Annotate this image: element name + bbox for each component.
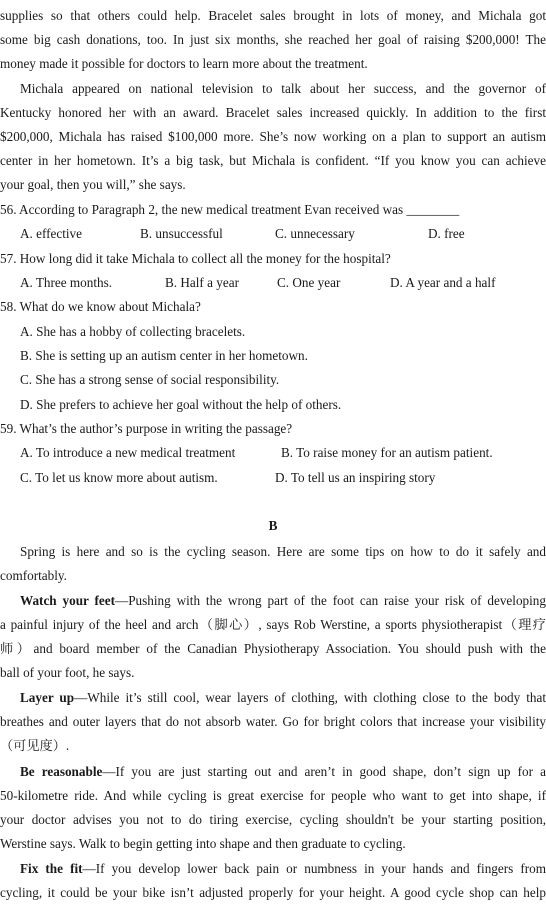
tip-2-line1 — [20, 686, 546, 710]
question-57-option-d: D. A year and a half — [390, 275, 496, 290]
question-57-option-c: C. One year — [277, 275, 341, 290]
question-59-option-a: A. To introduce a new medical treatment — [20, 445, 236, 460]
question-57-option-b: B. Half a year — [165, 275, 239, 290]
question-57-stem: 57. How long did it take Michala to collect all the money for the hospital? — [0, 251, 391, 266]
tip-3-title: Be reasonable — [20, 764, 103, 779]
passage-b-heading: B — [268, 518, 278, 533]
tip-4-title: Fix the fit — [20, 861, 83, 876]
tip-4-line2: cycling, it could be your bike isn’t adjusted properly for your height. A good cycle shop can help — [0, 885, 546, 900]
passage-a-p1-line3: money made it possible for doctors to learn more about the treatment. — [0, 56, 368, 71]
question-58-option-d: D. She prefers to achieve her goal without the help of others. — [20, 397, 342, 412]
tip-3-line2: 50-kilometre ride. And while cycling is great exercise for people who want to get into shape, if — [0, 788, 546, 803]
question-59-stem: 59. What’s the author’s purpose in writing the passage? — [0, 421, 293, 436]
question-56-option-a: A. effective — [20, 226, 82, 241]
question-58-option-a: A. She has a hobby of collecting bracelets. — [20, 324, 246, 339]
tip-2-title: Layer up — [20, 690, 75, 705]
passage-a-p2-line3: $200,000, Michala has raised $100,000 more. She’s now working on a plan to support an autism — [0, 129, 546, 144]
question-59-option-c: C. To let us know more about autism. — [20, 470, 218, 485]
tip-1-line2: a painful injury of the heel and arch（脚心）, says Rob Werstine, a sports physiotherapist（理疗 — [0, 617, 546, 632]
question-56-option-c: C. unnecessary — [275, 226, 355, 241]
tip-4-line1 — [20, 857, 546, 881]
question-58-option-b: B. She is setting up an autism center in her hometown. — [20, 348, 308, 363]
question-56-option-b: B. unsuccessful — [140, 226, 223, 241]
passage-a-p2-line1: Michala appeared on national television to talk about her success, and the governor of — [20, 81, 546, 96]
tip-1-line3: 师）and board member of the Canadian Physiotherapy Association. You should push with the — [0, 641, 546, 656]
passage-a-p1-line1: supplies so that others could help. Bracelet sales brought in lots of money, and Michala got — [0, 8, 546, 23]
question-59-option-d: D. To tell us an inspiring story — [275, 470, 436, 485]
passage-b-intro-line2: comfortably. — [0, 568, 67, 583]
tip-1-line1 — [20, 589, 546, 613]
passage-a-p2-line4: center in her hometown. It’s a big task, but Michala is confident. “If you know you can achieve — [0, 153, 546, 168]
question-56-option-d: D. free — [428, 226, 465, 241]
tip-4-first-text: —If you develop lower back pain or numbness in your hands and fingers from — [82, 861, 546, 876]
question-59-option-b: B. To raise money for an autism patient. — [281, 445, 493, 460]
tip-1-first-text: —Pushing with the wrong part of the foot can raise your risk of developing — [115, 593, 546, 608]
passage-a-p1-line2: some big cash donations, too. In just six months, she reached her goal of raising $200,000! The — [0, 32, 546, 47]
tip-3-line4: Werstine says. Walk to begin getting into shape and then graduate to cycling. — [0, 836, 406, 851]
tip-1-line4: ball of your foot, he says. — [0, 665, 135, 680]
passage-a-p2-line2: Kentucky honored her with an award. Bracelet sales increased quickly. In addition to the first — [0, 105, 546, 120]
question-56-stem: 56. According to Paragraph 2, the new medical treatment Evan received was ________ — [0, 202, 460, 217]
tip-2-line2: breathes and outer layers that do not absorb water. Go for bright colors that increase your visibility — [0, 714, 546, 729]
tip-3-first-text: —If you are just starting out and aren’t in good shape, don’t sign up for a — [102, 764, 546, 779]
question-58-option-c: C. She has a strong sense of social responsibility. — [20, 372, 280, 387]
question-58-stem: 58. What do we know about Michala? — [0, 299, 201, 314]
tip-2-line3: （可见度）. — [0, 738, 70, 753]
tip-3-line1 — [20, 760, 546, 784]
tip-3-line3: your doctor advises you not to do tiring exercise, cycling shouldn't be your starting position, — [0, 812, 546, 827]
passage-a-p2-line5: your goal, then you will,” she says. — [0, 177, 186, 192]
tip-2-first-text: —While it’s still cool, wear layers of clothing, with clothing close to the body that — [74, 690, 546, 705]
tip-1-title: Watch your feet — [20, 593, 116, 608]
passage-b-intro-line1: Spring is here and so is the cycling season. Here are some tips on how to do it safely and — [20, 544, 546, 559]
question-57-option-a: A. Three months. — [20, 275, 113, 290]
